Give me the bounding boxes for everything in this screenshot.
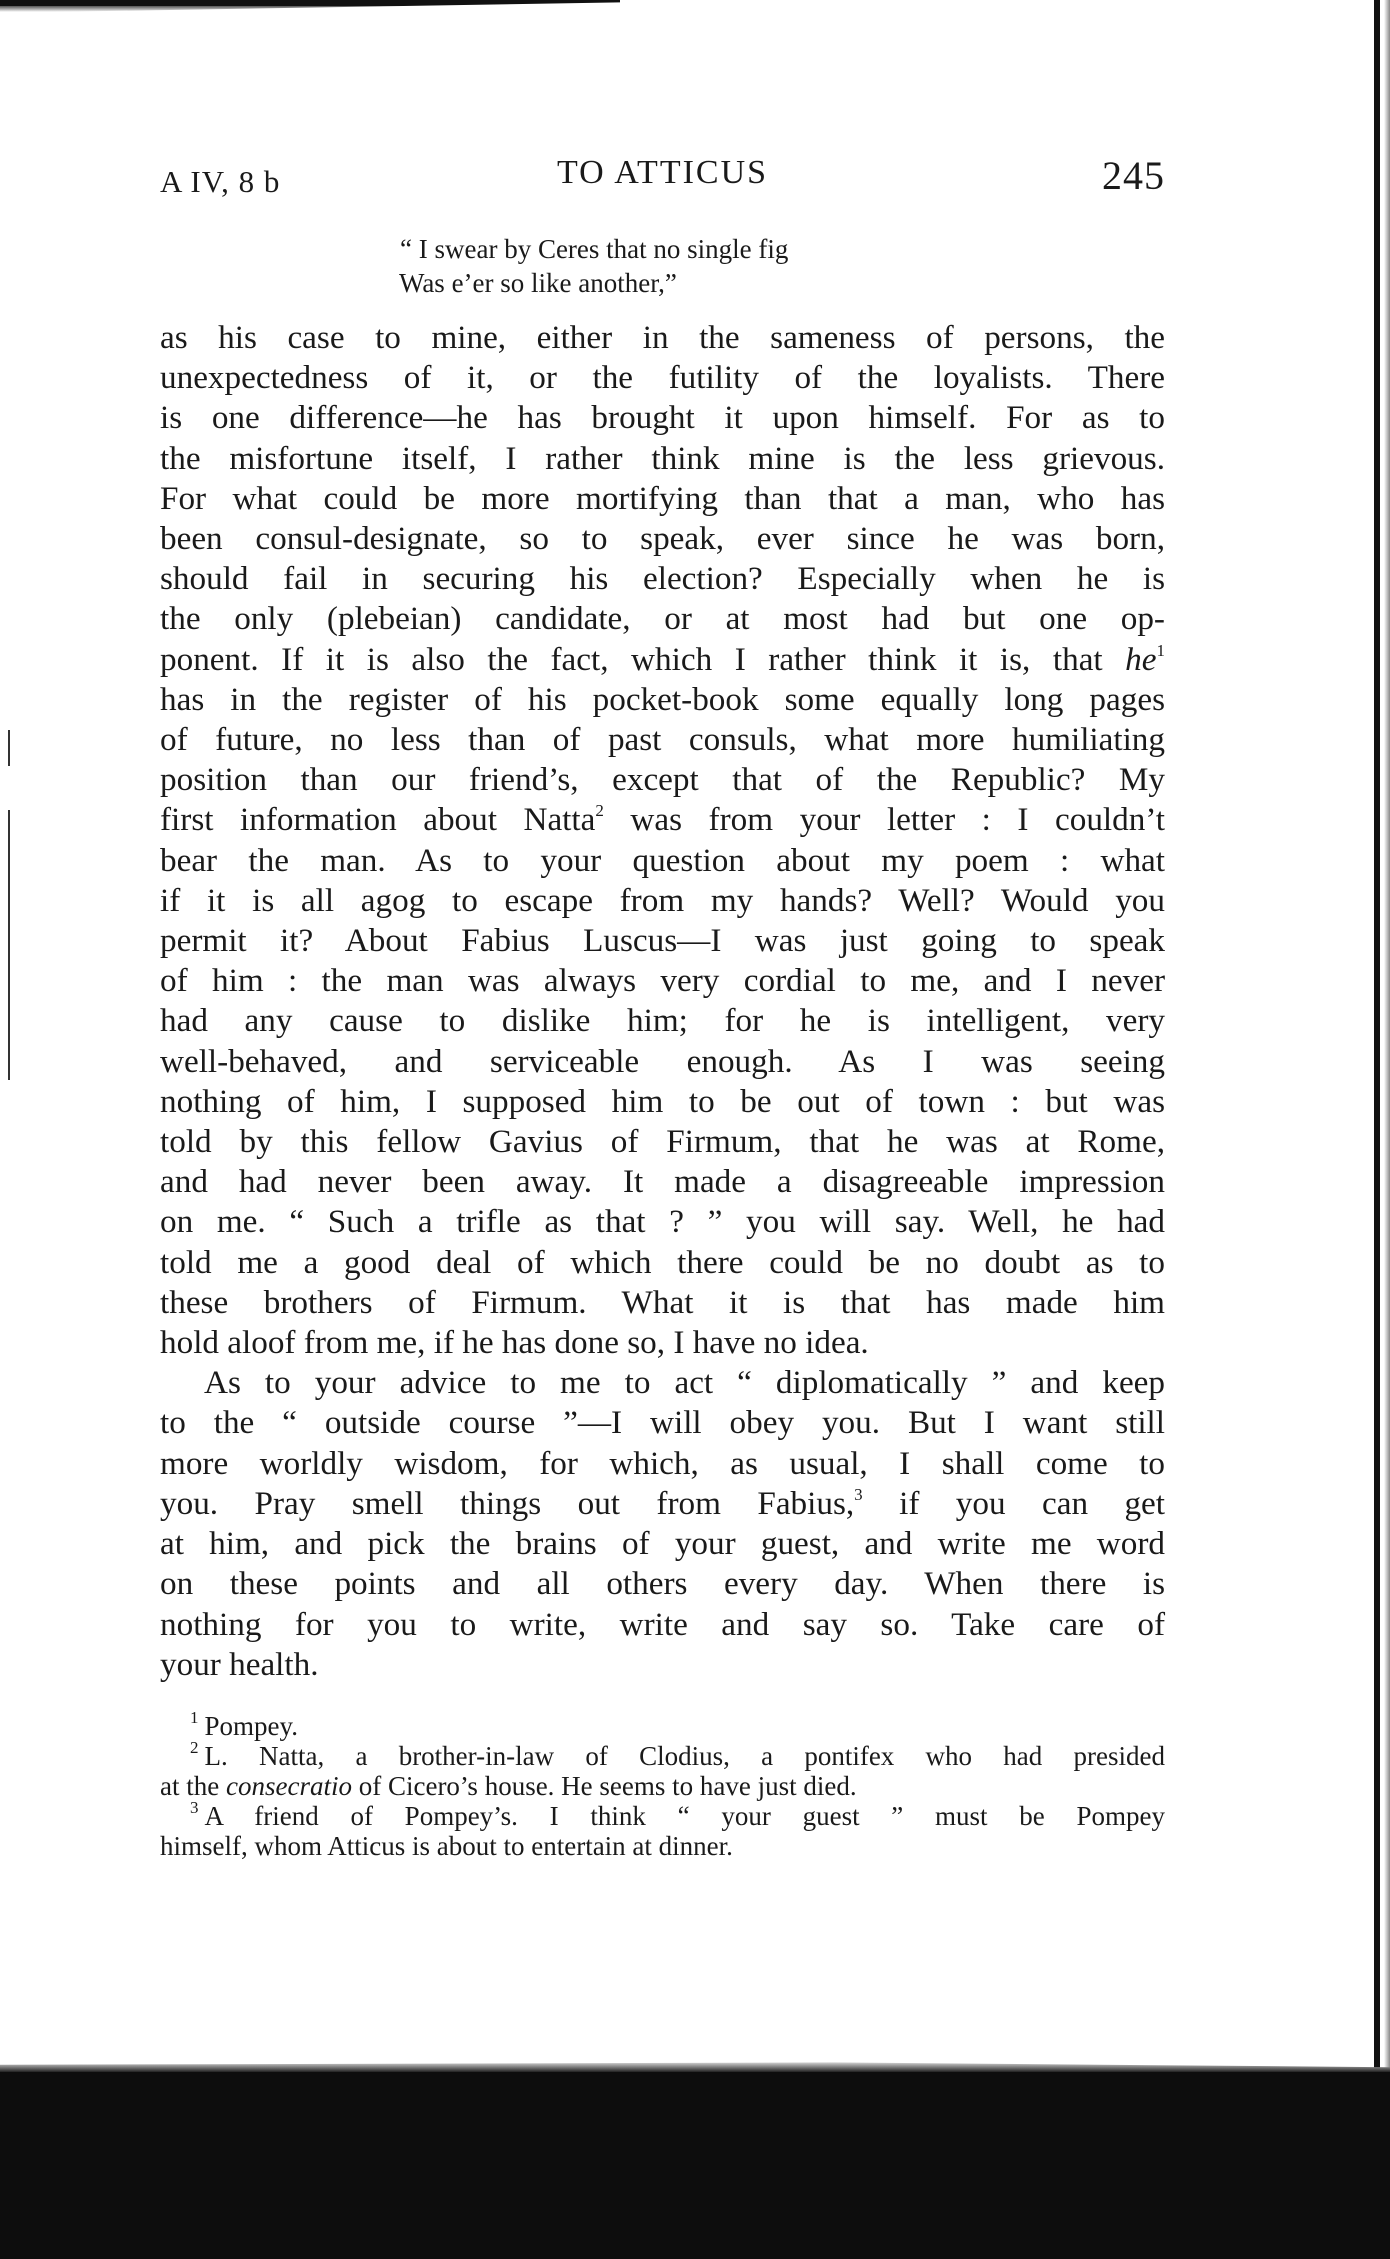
footnote-ref: 1: [1156, 640, 1165, 660]
text-line: of him : the man was always very cordial to me, and I never: [160, 962, 1165, 1000]
text-line: should fail in securing his election? Especially when he is: [160, 560, 1165, 598]
text-line: [160, 800, 1165, 840]
text-line: has in the register of his pocket-book some equally long pages: [160, 680, 1165, 718]
running-head: [160, 140, 1165, 200]
text-line: of future, no less than of past consuls, what more humiliating: [160, 721, 1165, 759]
text-line: the misfortune itself, I rather think mine is the less grievous.: [160, 439, 1165, 477]
scan-edge-right-shade: [1384, 0, 1390, 2070]
footnote-text: at the: [160, 1770, 220, 1801]
footnote-text: A friend of Pompey’s. I think “ your guest ” must be Pompey: [204, 1800, 1165, 1831]
margin-mark: [8, 810, 10, 1080]
text-line: permit it? About Fabius Luscus—I was just going to speak: [160, 922, 1165, 960]
verse-line: Was e’er so like another,”: [399, 268, 677, 298]
footnote-number: 3: [190, 1797, 199, 1817]
text-line: nothing of him, I supposed him to be out of town : but was: [160, 1082, 1165, 1120]
paragraph-1: [160, 318, 1165, 1363]
footnote-3: [160, 1797, 1165, 1831]
text-line: position than our friend’s, except that of the Republic? My: [160, 761, 1165, 799]
text-line: these brothers of Firmum. What it is that has made him: [160, 1283, 1165, 1321]
text-line: had any cause to dislike him; for he is intelligent, very: [160, 1002, 1165, 1040]
footnote-text: Pompey.: [204, 1710, 298, 1741]
page-number: 245: [1102, 153, 1165, 198]
text-line: As to your advice to me to act “ diplomatically ” and keep: [204, 1364, 1165, 1402]
text-line: For what could be more mortifying than that a man, who has: [160, 479, 1165, 517]
book-page: [160, 140, 1165, 1861]
text-line: at him, and pick the brains of your guest, and write me word: [160, 1525, 1165, 1563]
footnote-text: of Cicero’s house. He seems to have just died.: [358, 1770, 857, 1801]
verse-line: “ I swear by Ceres that no single fig: [400, 234, 789, 264]
text-line: unexpectedness of it, or the futility of the loyalists. There: [160, 359, 1165, 397]
text-line: your health.: [160, 1645, 319, 1683]
paragraph-2: [160, 1363, 1165, 1685]
text-line: nothing for you to write, write and say so. Take care of: [160, 1605, 1165, 1643]
text-segment: was from your letter : I couldn’t: [630, 801, 1166, 839]
text-line: [160, 1484, 1165, 1524]
text-segment: if you can get: [899, 1484, 1165, 1522]
footnote-number: 1: [190, 1707, 199, 1727]
text-line: if it is all agog to escape from my hands? Well? Would you: [160, 881, 1165, 919]
italic-word: he: [1125, 640, 1157, 678]
footnotes: [160, 1707, 1165, 1861]
verse-quotation: [400, 232, 1165, 300]
margin-mark: [8, 730, 10, 766]
running-title: TO ATTICUS: [556, 154, 769, 191]
text-line: and had never been away. It made a disagreeable impression: [160, 1163, 1165, 1201]
footnote-2: [160, 1737, 1165, 1771]
scan-edge-right: [1374, 0, 1380, 2070]
text-line: well-behaved, and serviceable enough. As I was seeing: [160, 1042, 1165, 1080]
text-line: hold aloof from me, if he has done so, I have no idea.: [160, 1324, 869, 1362]
footnote-ref: 2: [595, 801, 604, 821]
footnote-3-continued: himself, whom Atticus is about to entertain at dinner.: [160, 1830, 733, 1861]
footnote-ref: 3: [854, 1484, 863, 1504]
italic-term: consecratio: [225, 1770, 352, 1801]
text-line: on me. “ Such a trifle as that ? ” you will say. Well, he had: [160, 1203, 1165, 1241]
footnote-text: L. Natta, a brother-in-law of Clodius, a pontifex who had presided: [204, 1740, 1165, 1771]
text-line: to the “ outside course ”—I will obey you. But I want still: [160, 1404, 1165, 1442]
text-line: the only (plebeian) candidate, or at most had but one op-: [160, 600, 1165, 638]
text-segment: you. Pray smell things out from Fabius,: [160, 1484, 855, 1522]
text-line: on these points and all others every day. When there is: [160, 1565, 1165, 1603]
text-segment: first information about Natta: [160, 801, 596, 839]
text-line: more worldly wisdom, for which, as usual, I shall come to: [160, 1444, 1165, 1482]
body-text: [160, 318, 1165, 1685]
scan-edge-bottom: [0, 2068, 1390, 2259]
text-line: bear the man. As to your question about my poem : what: [160, 841, 1165, 879]
text-line: is one difference—he has brought it upon himself. For as to: [160, 399, 1165, 437]
text-line: [160, 640, 1165, 680]
text-line: as his case to mine, either in the sameness of persons, the: [160, 319, 1165, 356]
scan-edge-top: [0, 0, 620, 12]
footnote-number: 2: [190, 1737, 199, 1757]
text-line: told me a good deal of which there could be no doubt as to: [160, 1243, 1165, 1281]
section-reference: A IV, 8 b: [160, 164, 281, 199]
footnote-1: [190, 1707, 1165, 1741]
footnote-2-continued: [160, 1771, 1165, 1801]
text-segment: ponent. If it is also the fact, which I rather think it is, that: [160, 640, 1103, 678]
text-line: told by this fellow Gavius of Firmum, that he was at Rome,: [160, 1123, 1165, 1161]
text-line: been consul-designate, so to speak, ever since he was born,: [160, 520, 1165, 558]
